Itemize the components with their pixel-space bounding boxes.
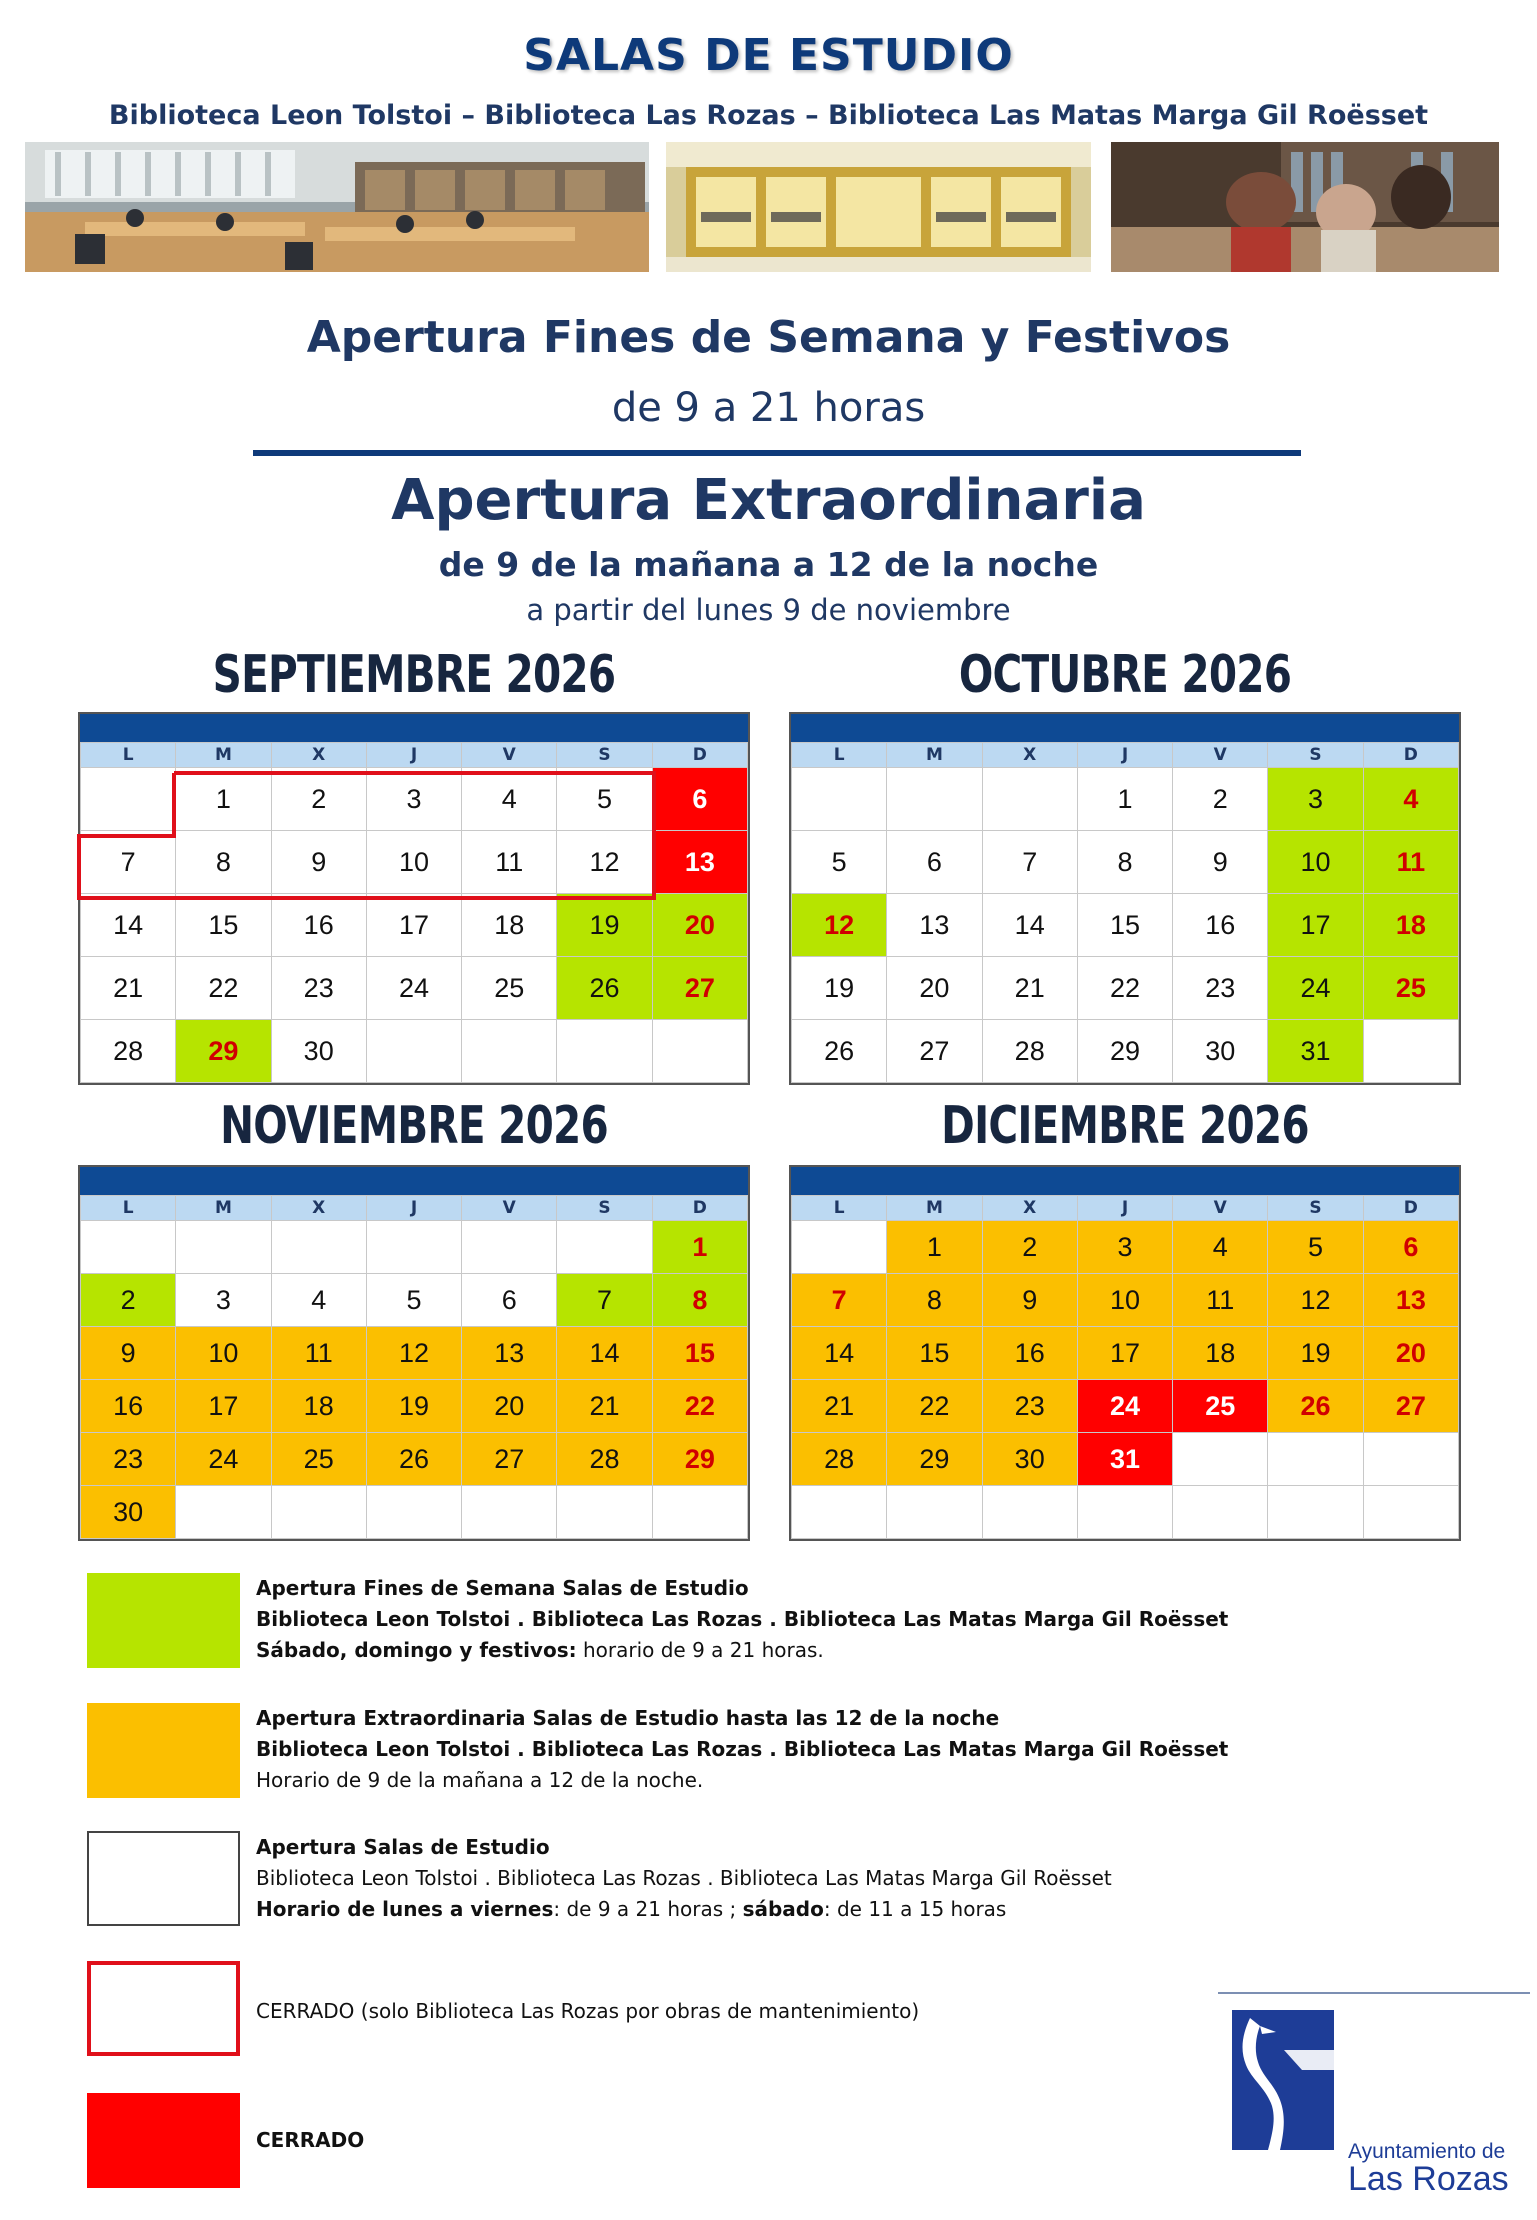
calendar-day-empty: [887, 1486, 982, 1539]
calendar-day-empty: [557, 1020, 652, 1083]
month-title-september: SEPTIEMBRE 2026: [212, 645, 616, 705]
calendar-day: 27: [462, 1433, 557, 1486]
calendar-day: 4: [1173, 1221, 1268, 1274]
calendar-day-empty: [462, 1020, 557, 1083]
calendar-day: 29: [1077, 1020, 1172, 1083]
weekday-header: J: [1077, 743, 1172, 768]
calendar-week-row: [792, 1486, 1459, 1539]
calendar-day: 1: [652, 1221, 747, 1274]
calendar-day-empty: [1173, 1433, 1268, 1486]
calendar-day: 30: [982, 1433, 1077, 1486]
las-rozas-logo-emblem: [1232, 2010, 1334, 2150]
legend-extraordinary-line1: Apertura Extraordinaria Salas de Estudio hasta las 12 de la noche: [256, 1706, 1000, 1730]
calendar-week-row: [81, 957, 748, 1020]
calendar-day: 9: [1173, 831, 1268, 894]
legend-swatch-closed: [87, 2093, 240, 2188]
weekday-header: V: [1173, 743, 1268, 768]
calendar-week-row: [792, 768, 1459, 831]
calendar-week-row: [81, 894, 748, 957]
calendar-day-empty: [887, 768, 982, 831]
calendar-day-empty: [176, 1221, 271, 1274]
calendar-day: 9: [271, 831, 366, 894]
calendar-header-bar: [80, 714, 748, 742]
calendar-day: 11: [462, 831, 557, 894]
calendar-day: 29: [887, 1433, 982, 1486]
calendar-day: 13: [887, 894, 982, 957]
calendar-day-empty: [366, 1020, 461, 1083]
calendar-day-empty: [1268, 1486, 1363, 1539]
calendar-day: 15: [652, 1327, 747, 1380]
calendar-day: 1: [1077, 768, 1172, 831]
calendar-day: 31: [1077, 1433, 1172, 1486]
calendar-day: 16: [81, 1380, 176, 1433]
calendar-day: 6: [887, 831, 982, 894]
weekday-header: S: [557, 743, 652, 768]
calendar-day: 16: [1173, 894, 1268, 957]
calendar-day-empty: [1363, 1020, 1458, 1083]
calendar-week-row: [81, 1486, 748, 1539]
legend-extraordinary-text: [256, 1703, 1228, 1796]
weekday-header: M: [176, 1196, 271, 1221]
calendar-day: 15: [887, 1327, 982, 1380]
calendar-day: 20: [462, 1380, 557, 1433]
calendar-day: 24: [366, 957, 461, 1020]
calendar-day: 20: [652, 894, 747, 957]
calendar-week-row: [792, 1327, 1459, 1380]
calendar-day: 12: [557, 831, 652, 894]
month-title-november: NOVIEMBRE 2026: [220, 1096, 608, 1156]
calendar-week-row: [81, 1433, 748, 1486]
calendar-day: 5: [1268, 1221, 1363, 1274]
calendar-header-bar: [80, 1167, 748, 1195]
legend-swatch-closed-partial: [87, 1961, 240, 2056]
legend-weekend-line1: Apertura Fines de Semana Salas de Estudio: [256, 1576, 749, 1600]
calendar-day: 1: [887, 1221, 982, 1274]
weekday-header: D: [652, 743, 747, 768]
month-title-october: OCTUBRE 2026: [958, 645, 1292, 705]
library-photo-3: [1111, 142, 1499, 272]
weekday-header: L: [81, 1196, 176, 1221]
calendar-day: 12: [792, 894, 887, 957]
weekday-header: D: [1363, 743, 1458, 768]
extraordinary-opening-hours: de 9 de la mañana a 12 de la noche: [438, 545, 1099, 584]
library-photo-1: [25, 142, 649, 272]
calendar-day: 12: [1268, 1274, 1363, 1327]
calendar-day: 29: [176, 1020, 271, 1083]
calendar-day: 20: [887, 957, 982, 1020]
calendar-day-empty: [271, 1221, 366, 1274]
page-title: SALAS DE ESTUDIO: [523, 30, 1014, 81]
calendar-day: 17: [366, 894, 461, 957]
calendar-day: 30: [1173, 1020, 1268, 1083]
calendar-day: 9: [982, 1274, 1077, 1327]
extraordinary-opening-start: a partir del lunes 9 de noviembre: [526, 593, 1011, 627]
calendar-day: 13: [462, 1327, 557, 1380]
weekend-opening-hours: de 9 a 21 horas: [611, 385, 926, 431]
legend-weekend-line3-rest: horario de 9 a 21 horas.: [576, 1638, 824, 1662]
calendar-day: 26: [557, 957, 652, 1020]
calendar-day: 31: [1268, 1020, 1363, 1083]
calendar-day: 20: [1363, 1327, 1458, 1380]
calendar-header-bar: [791, 714, 1459, 742]
legend-weekend-text: [256, 1573, 1228, 1666]
legend-extraordinary-line3: Horario de 9 de la mañana a 12 de la noche.: [256, 1768, 704, 1792]
calendar-day: 21: [81, 957, 176, 1020]
calendar-day: 1: [176, 768, 271, 831]
calendar-day: 7: [792, 1274, 887, 1327]
weekday-header: X: [271, 743, 366, 768]
legend-regular-line3-bold2: sábado: [742, 1897, 824, 1921]
calendar-day: 19: [1268, 1327, 1363, 1380]
calendar-day-empty: [81, 1221, 176, 1274]
calendar-day: 25: [1363, 957, 1458, 1020]
calendar-day: 7: [81, 831, 176, 894]
weekday-header: V: [462, 743, 557, 768]
calendar-day-empty: [176, 1486, 271, 1539]
legend-regular-line3-bold1: Horario de lunes a viernes: [256, 1897, 554, 1921]
calendar-day: 18: [1363, 894, 1458, 957]
calendar-day-empty: [982, 1486, 1077, 1539]
calendar-grid: [80, 1195, 748, 1539]
calendar-day: 4: [271, 1274, 366, 1327]
calendar-day-empty: [557, 1221, 652, 1274]
calendar-day-empty: [1363, 1486, 1458, 1539]
calendar-header-bar: [791, 1167, 1459, 1195]
calendar-day: 21: [557, 1380, 652, 1433]
calendar-day: 5: [792, 831, 887, 894]
legend-weekend-line3-bold: Sábado, domingo y festivos:: [256, 1638, 577, 1662]
calendar-week-row: [792, 1433, 1459, 1486]
calendar-day: 10: [1077, 1274, 1172, 1327]
calendar-day: 22: [652, 1380, 747, 1433]
libraries-subtitle: Biblioteca Leon Tolstoi – Biblioteca Las Rozas – Biblioteca Las Matas Marga Gil Roësset: [108, 100, 1429, 131]
calendar-day: 2: [1173, 768, 1268, 831]
legend-regular-line2: Biblioteca Leon Tolstoi . Biblioteca Las Rozas . Biblioteca Las Matas Marga Gil Roësset: [256, 1866, 1112, 1890]
calendar-day: 21: [982, 957, 1077, 1020]
calendar-week-row: [792, 831, 1459, 894]
calendar-week-row: [792, 894, 1459, 957]
calendar-day: 18: [462, 894, 557, 957]
calendar-day: 18: [271, 1380, 366, 1433]
month-title-december: DICIEMBRE 2026: [941, 1096, 1309, 1156]
weekday-header: M: [887, 743, 982, 768]
calendar-day: 6: [462, 1274, 557, 1327]
calendar-day: 24: [1268, 957, 1363, 1020]
calendar-day: 23: [271, 957, 366, 1020]
calendar-day: 2: [271, 768, 366, 831]
calendar-day: 26: [366, 1433, 461, 1486]
calendar-day: 15: [1077, 894, 1172, 957]
calendar-day-empty: [792, 768, 887, 831]
logo-text-ayuntamiento: Ayuntamiento de: [1348, 2140, 1506, 2163]
calendar-day: 24: [1077, 1380, 1172, 1433]
calendar-day: 10: [176, 1327, 271, 1380]
calendar-day: 18: [1173, 1327, 1268, 1380]
calendar-day: 26: [792, 1020, 887, 1083]
logo-text-las-rozas: Las Rozas: [1348, 2160, 1509, 2198]
calendar-week-row: [81, 1380, 748, 1433]
weekday-header: S: [1268, 743, 1363, 768]
weekday-header: S: [1268, 1196, 1363, 1221]
calendar-week-row: [792, 1380, 1459, 1433]
weekday-header: X: [982, 743, 1077, 768]
weekday-header: L: [792, 743, 887, 768]
calendar-day: 19: [366, 1380, 461, 1433]
calendar-day: 19: [557, 894, 652, 957]
calendar-grid: [791, 742, 1459, 1083]
calendar-week-row: [792, 1221, 1459, 1274]
calendar-day-empty: [792, 1486, 887, 1539]
weekday-header: J: [366, 1196, 461, 1221]
calendar-day: 27: [1363, 1380, 1458, 1433]
weekday-header: L: [81, 743, 176, 768]
weekday-header: X: [271, 1196, 366, 1221]
calendar-day: 8: [652, 1274, 747, 1327]
calendar-november: [78, 1165, 750, 1541]
legend-swatch-regular: [87, 1831, 240, 1926]
calendar-day: 21: [792, 1380, 887, 1433]
weekday-header: M: [887, 1196, 982, 1221]
calendar-day: 17: [1268, 894, 1363, 957]
weekday-header: V: [1173, 1196, 1268, 1221]
calendar-day: 14: [982, 894, 1077, 957]
extraordinary-opening-title: Apertura Extraordinaria: [391, 468, 1146, 533]
calendar-week-row: [81, 1327, 748, 1380]
calendar-day: 3: [1268, 768, 1363, 831]
calendar-day: 11: [1173, 1274, 1268, 1327]
calendar-day: 14: [792, 1327, 887, 1380]
calendar-day: 6: [1363, 1221, 1458, 1274]
weekday-header: D: [652, 1196, 747, 1221]
calendar-day: 13: [1363, 1274, 1458, 1327]
calendar-day: 3: [1077, 1221, 1172, 1274]
calendar-day: 13: [652, 831, 747, 894]
weekday-header: J: [1077, 1196, 1172, 1221]
calendar-day: 10: [1268, 831, 1363, 894]
legend-closed-partial-text: CERRADO (solo Biblioteca Las Rozas por obras de mantenimiento): [256, 1999, 920, 2023]
section-divider: [253, 450, 1301, 456]
calendar-day: 8: [176, 831, 271, 894]
calendar-day: 8: [1077, 831, 1172, 894]
calendar-day: 19: [792, 957, 887, 1020]
calendar-day: 8: [887, 1274, 982, 1327]
calendar-day: 28: [982, 1020, 1077, 1083]
calendar-day: 27: [652, 957, 747, 1020]
weekday-header: D: [1363, 1196, 1458, 1221]
calendar-week-row: [81, 1020, 748, 1083]
calendar-day: 28: [792, 1433, 887, 1486]
weekday-header: S: [557, 1196, 652, 1221]
calendar-day: 30: [271, 1020, 366, 1083]
calendar-day-empty: [1173, 1486, 1268, 1539]
calendar-day: 5: [366, 1274, 461, 1327]
calendar-october: [789, 712, 1461, 1085]
calendar-day: 14: [81, 894, 176, 957]
calendar-day: 11: [1363, 831, 1458, 894]
calendar-day: 28: [557, 1433, 652, 1486]
calendar-day-empty: [557, 1486, 652, 1539]
calendar-day: 25: [462, 957, 557, 1020]
calendar-day: 22: [887, 1380, 982, 1433]
calendar-day-empty: [652, 1020, 747, 1083]
calendar-day: 22: [176, 957, 271, 1020]
logo-rule: [1218, 1992, 1530, 1994]
calendar-day: 3: [366, 768, 461, 831]
calendar-week-row: [792, 1274, 1459, 1327]
calendar-day: 22: [1077, 957, 1172, 1020]
calendar-day-empty: [366, 1221, 461, 1274]
calendar-week-row: [792, 957, 1459, 1020]
calendar-day-empty: [462, 1221, 557, 1274]
calendar-day: 23: [81, 1433, 176, 1486]
weekday-header: X: [982, 1196, 1077, 1221]
calendar-day-empty: [982, 768, 1077, 831]
legend-regular-text: [256, 1832, 1112, 1925]
calendar-day-empty: [1268, 1433, 1363, 1486]
calendar-day-empty: [1363, 1433, 1458, 1486]
calendar-day: 15: [176, 894, 271, 957]
weekday-header: L: [792, 1196, 887, 1221]
legend-weekend-line2: Biblioteca Leon Tolstoi . Biblioteca Las Rozas . Biblioteca Las Matas Marga Gil Roësset: [256, 1607, 1229, 1631]
calendar-day: 23: [982, 1380, 1077, 1433]
calendar-day: 12: [366, 1327, 461, 1380]
calendar-day: 26: [1268, 1380, 1363, 1433]
calendar-week-row: [792, 1020, 1459, 1083]
calendar-day-empty: [652, 1486, 747, 1539]
calendar-day: 17: [1077, 1327, 1172, 1380]
calendar-day: 2: [982, 1221, 1077, 1274]
weekday-header: V: [462, 1196, 557, 1221]
calendar-day-empty: [1077, 1486, 1172, 1539]
calendar-day-empty: [271, 1486, 366, 1539]
calendar-day: 28: [81, 1020, 176, 1083]
calendar-day-empty: [792, 1221, 887, 1274]
calendar-day: 24: [176, 1433, 271, 1486]
calendar-day: 5: [557, 768, 652, 831]
legend-closed-text: CERRADO: [256, 2128, 365, 2152]
calendar-day: 4: [1363, 768, 1458, 831]
calendar-december: [789, 1165, 1461, 1541]
calendar-day: 27: [887, 1020, 982, 1083]
calendar-day: 30: [81, 1486, 176, 1539]
calendar-day: 16: [271, 894, 366, 957]
calendar-week-row: [81, 1221, 748, 1274]
calendar-day: 17: [176, 1380, 271, 1433]
calendar-day: 2: [81, 1274, 176, 1327]
legend-swatch-weekend: [87, 1573, 240, 1668]
calendar-day: 4: [462, 768, 557, 831]
legend-regular-line3-end: : de 11 a 15 horas: [823, 1897, 1007, 1921]
calendar-day: 7: [982, 831, 1077, 894]
calendar-day: 6: [652, 768, 747, 831]
calendar-day: 25: [1173, 1380, 1268, 1433]
weekday-header: M: [176, 743, 271, 768]
legend-extraordinary-line2: Biblioteca Leon Tolstoi . Biblioteca Las Rozas . Biblioteca Las Matas Marga Gil Roësset: [256, 1737, 1229, 1761]
calendar-day: 7: [557, 1274, 652, 1327]
weekday-header: J: [366, 743, 461, 768]
calendar-day: 14: [557, 1327, 652, 1380]
closed-las-rozas-outline: [76, 770, 658, 902]
calendar-day: 11: [271, 1327, 366, 1380]
calendar-day: 16: [982, 1327, 1077, 1380]
calendar-week-row: [81, 1274, 748, 1327]
calendar-day-empty: [462, 1486, 557, 1539]
legend-swatch-extraordinary: [87, 1703, 240, 1798]
library-photo-2: [666, 142, 1091, 272]
calendar-day-empty: [366, 1486, 461, 1539]
legend-regular-line3-mid: : de 9 a 21 horas ;: [553, 1897, 743, 1921]
calendar-day: 3: [176, 1274, 271, 1327]
calendar-day: 10: [366, 831, 461, 894]
calendar-day: 25: [271, 1433, 366, 1486]
calendar-grid: [791, 1195, 1459, 1539]
calendar-day: 29: [652, 1433, 747, 1486]
calendar-day: 23: [1173, 957, 1268, 1020]
legend-regular-line1: Apertura Salas de Estudio: [256, 1835, 550, 1859]
calendar-day: 9: [81, 1327, 176, 1380]
weekend-opening-title: Apertura Fines de Semana y Festivos: [306, 312, 1231, 363]
